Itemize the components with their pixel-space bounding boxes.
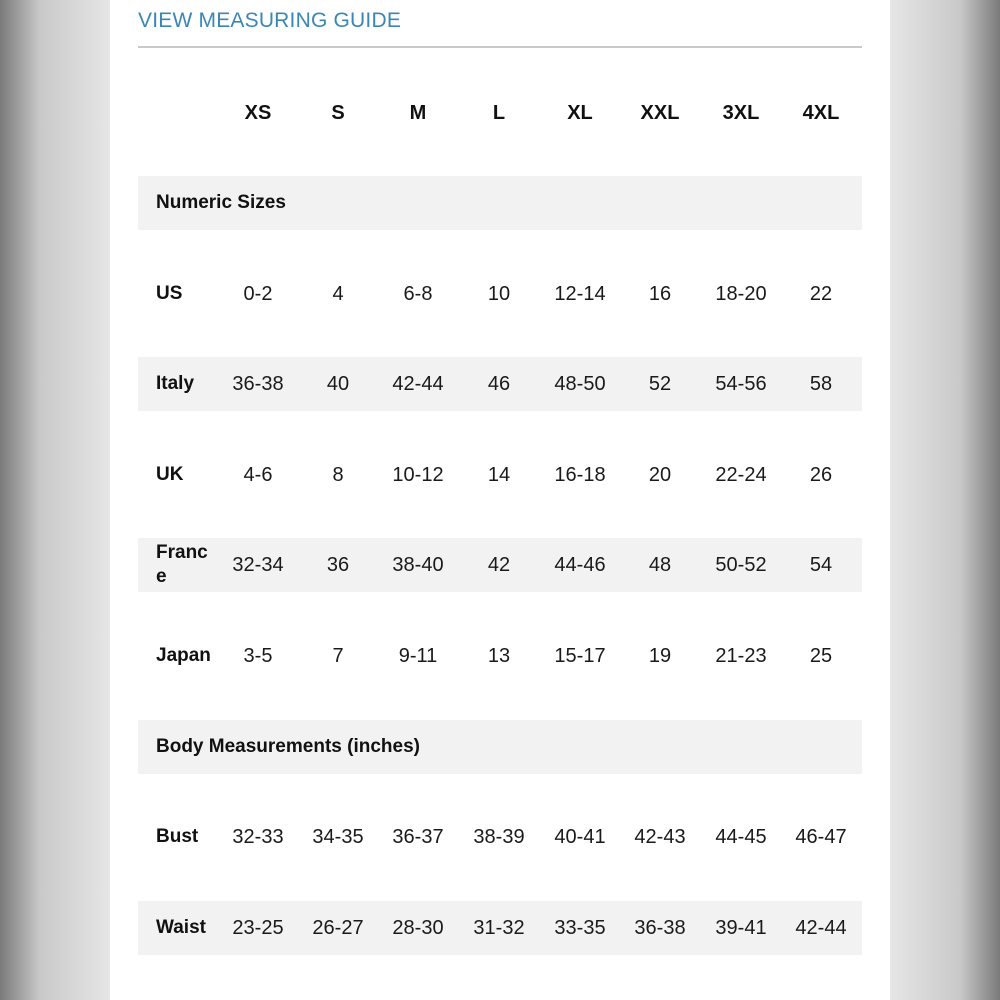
table-cell: 16-18 <box>554 463 606 486</box>
table-cell: 0-2 <box>243 282 273 305</box>
column-header-l: L <box>492 101 506 124</box>
table-cell: 25 <box>809 644 833 667</box>
table-cell: 40 <box>326 372 350 395</box>
table-cell: 46-47 <box>795 825 847 848</box>
table-cell: 26 <box>809 463 833 486</box>
table-cell: 4-6 <box>243 463 273 486</box>
row-label: US <box>156 283 183 304</box>
table-cell: 31-32 <box>473 916 525 939</box>
table-row-bust <box>138 810 862 864</box>
table-cell: 12-14 <box>554 282 606 305</box>
table-cell: 48-50 <box>554 372 606 395</box>
table-cell: 26-27 <box>312 916 364 939</box>
table-cell: 36-38 <box>232 372 284 395</box>
table-cell: 16 <box>648 282 672 305</box>
table-row-us <box>138 267 862 321</box>
table-cell: 6-8 <box>403 282 433 305</box>
section-row-numeric <box>138 176 862 230</box>
table-cell: 20 <box>648 463 672 486</box>
table-cell: 42 <box>487 553 511 576</box>
column-header-xl: XL <box>567 101 593 124</box>
row-label: Italy <box>156 373 195 394</box>
row-label: Bust <box>156 826 199 847</box>
table-cell: 28-30 <box>392 916 444 939</box>
table-cell: 15-17 <box>554 644 606 667</box>
table-cell: 36-37 <box>392 825 444 848</box>
column-header-m: M <box>409 101 427 124</box>
table-cell: 22 <box>809 282 833 305</box>
table-cell: 54 <box>809 553 833 576</box>
table-row-japan <box>138 629 862 683</box>
table-cell: 13 <box>487 644 511 667</box>
table-cell: 40-41 <box>554 825 606 848</box>
header-divider <box>138 46 862 48</box>
table-cell: 44-45 <box>715 825 767 848</box>
table-cell: 38-39 <box>473 825 525 848</box>
table-cell: 44-46 <box>554 553 606 576</box>
table-row-uk <box>138 448 862 502</box>
column-header-4xl: 4XL <box>802 101 840 124</box>
table-cell: 18-20 <box>715 282 767 305</box>
table-cell: 36 <box>326 553 350 576</box>
column-header-s: S <box>331 101 345 124</box>
table-cell: 42-43 <box>634 825 686 848</box>
table-row-france <box>138 538 862 592</box>
table-cell: 52 <box>648 372 672 395</box>
table-cell: 9-11 <box>398 644 438 667</box>
table-cell: 10-12 <box>392 463 444 486</box>
column-header-xxl: XXL <box>640 101 680 124</box>
table-cell: 10 <box>487 282 511 305</box>
table-cell: 50-52 <box>715 553 767 576</box>
table-cell: 21-23 <box>715 644 767 667</box>
table-cell: 48 <box>648 553 672 576</box>
section-title: Body Measurements (inches) <box>156 736 420 757</box>
table-cell: 58 <box>809 372 833 395</box>
table-cell: 19 <box>648 644 672 667</box>
table-row-waist <box>138 901 862 955</box>
table-cell: 3-5 <box>243 644 273 667</box>
column-header-3xl: 3XL <box>722 101 760 124</box>
table-cell: 42-44 <box>392 372 444 395</box>
table-cell: 46 <box>487 372 511 395</box>
column-header-xs: XS <box>244 101 272 124</box>
table-cell: 39-41 <box>715 916 767 939</box>
table-cell: 38-40 <box>392 553 444 576</box>
table-cell: 32-33 <box>232 825 284 848</box>
table-row-italy <box>138 357 862 411</box>
table-cell: 42-44 <box>795 916 847 939</box>
table-cell: 23-25 <box>232 916 284 939</box>
table-cell: 36-38 <box>634 916 686 939</box>
table-cell: 33-35 <box>554 916 606 939</box>
row-label: France <box>156 542 208 587</box>
size-chart-panel <box>110 0 890 1000</box>
table-cell: 54-56 <box>715 372 767 395</box>
row-label: Japan <box>156 645 211 666</box>
row-label: Waist <box>156 917 206 938</box>
table-cell: 32-34 <box>232 553 284 576</box>
view-measuring-guide-link[interactable]: VIEW MEASURING GUIDE <box>138 9 402 32</box>
size-header-row <box>138 86 862 140</box>
table-cell: 14 <box>487 463 511 486</box>
section-row-body-measurements <box>138 720 862 774</box>
table-cell: 4 <box>332 282 344 305</box>
table-cell: 22-24 <box>715 463 767 486</box>
table-cell: 34-35 <box>312 825 364 848</box>
section-title: Numeric Sizes <box>156 192 286 213</box>
row-label: UK <box>156 464 184 485</box>
table-cell: 8 <box>332 463 344 486</box>
table-cell: 7 <box>332 644 344 667</box>
